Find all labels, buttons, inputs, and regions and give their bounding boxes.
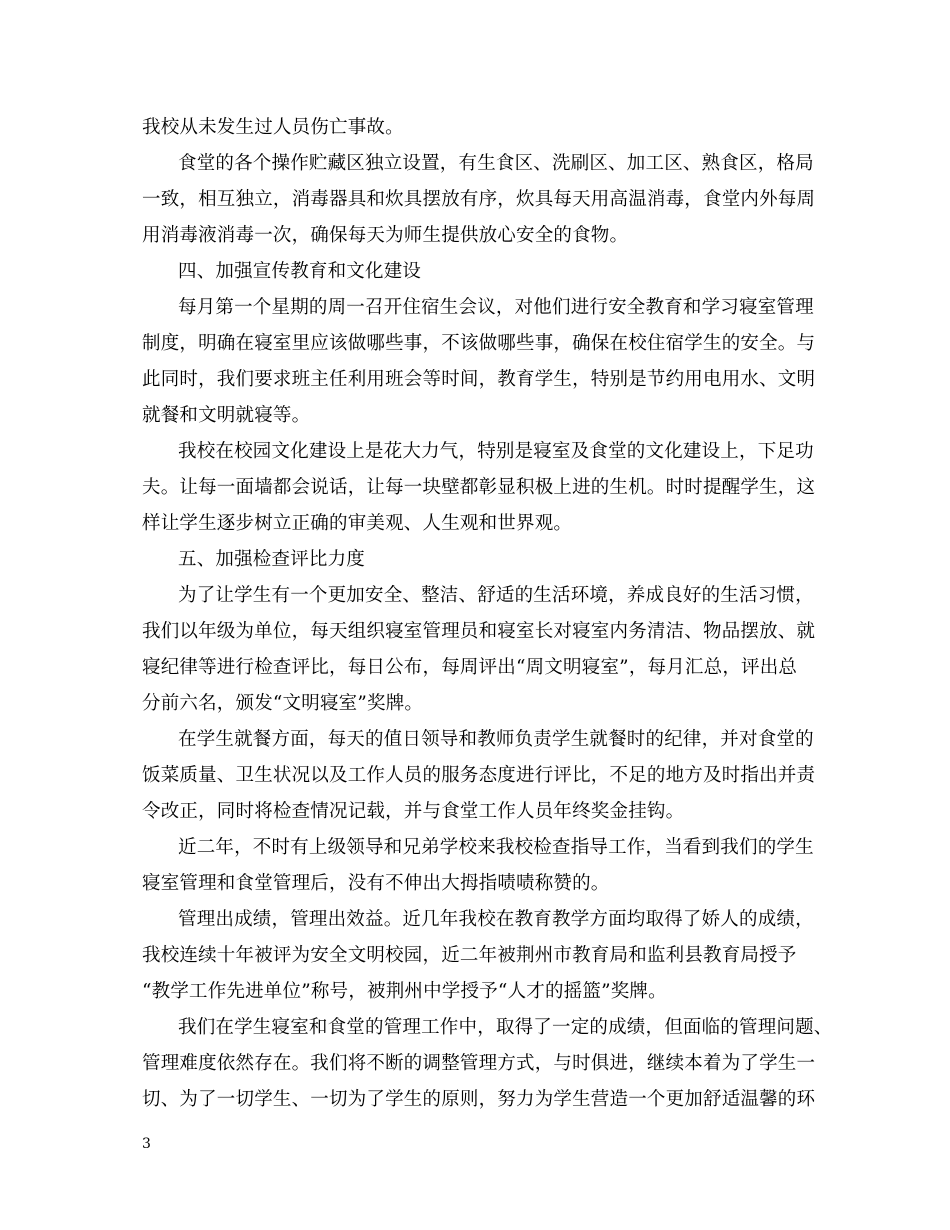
text-line: 夫。让每一面墙都会说话，让每一块壁都彰显积极上进的生机。时时提醒学生，这 (142, 477, 816, 498)
text-line: 我们在学生寝室和食堂的管理工作中，取得了一定的成绩，但面临的管理问题、 (178, 1017, 833, 1038)
text-line: 样让学生逐步树立正确的审美观、人生观和世界观。 (142, 513, 573, 534)
text-line: 每月第一个星期的周一召开住宿生会议，对他们进行安全教育和学习寝室管理 (178, 297, 814, 318)
text-line: 分前六名，颁发“文明寝室”奖牌。 (142, 693, 424, 714)
text-line: 就餐和文明就寝等。 (142, 405, 311, 426)
text-line: 寝室管理和食堂管理后，没有不伸出大拇指啧啧称赞的。 (142, 873, 610, 894)
text-line: 管理难度依然存在。我们将不断的调整管理方式，与时俱进，继续本着为了学生一 (142, 1053, 816, 1074)
text-line: 我校在校园文化建设上是花大力气，特别是寝室及食堂的文化建设上，下足功 (178, 441, 814, 462)
text-line: 令改正，同时将检查情况记载，并与食堂工作人员年终奖金挂钩。 (142, 801, 685, 822)
text-line: 近二年，不时有上级领导和兄弟学校来我校检查指导工作，当看到我们的学生 (178, 837, 814, 858)
text-line: “教学工作先进单位”称号，被荆州中学授予“人才的摇篮”奖牌。 (142, 981, 667, 1002)
text-line: 一致，相互独立，消毒器具和炊具摆放有序，炊具每天用高温消毒，食堂内外每周 (142, 189, 816, 210)
text-line: 此同时，我们要求班主任利用班会等时间，教育学生，特别是节约用电用水、文明 (142, 369, 816, 390)
text-line: 切、为了一切学生、一切为了学生的原则，努力为学生营造一个更加舒适温馨的环 (142, 1089, 816, 1110)
text-line: 饭菜质量、卫生状况以及工作人员的服务态度进行评比，不足的地方及时指出并责 (142, 765, 816, 786)
text-line: 在学生就餐方面，每天的值日领导和教师负责学生就餐时的纪律，并对食堂的 (178, 729, 814, 750)
text-line: 我校连续十年被评为安全文明校园，近二年被荆州市教育局和监利县教育局授予 (142, 945, 797, 966)
text-line: 为了让学生有一个更加安全、整洁、舒适的生活环境，养成良好的生活习惯， (178, 585, 814, 606)
text-line: 我校从未发生过人员伤亡事故。 (142, 117, 404, 138)
text-line: 用消毒液消毒一次，确保每天为师生提供放心安全的食物。 (142, 225, 629, 246)
page-number: 3 (142, 1136, 151, 1152)
text-line: 管理出成绩，管理出效益。近几年我校在教育教学方面均取得了娇人的成绩， (178, 909, 814, 930)
text-line: 制度，明确在寝室里应该做哪些事，不该做哪些事，确保在校住宿学生的安全。与 (142, 333, 816, 354)
text-line: 我们以年级为单位，每天组织寝室管理员和寝室长对寝室内务清洁、物品摆放、就 (142, 621, 816, 642)
section-heading: 五、加强检查评比力度 (178, 549, 366, 570)
text-line: 食堂的各个操作贮藏区独立设置，有生食区、洗刷区、加工区、熟食区，格局 (178, 153, 814, 174)
text-line: 寝纪律等进行检查评比，每日公布，每周评出“周文明寝室”，每月汇总，评出总 (142, 657, 798, 678)
section-heading: 四、加强宣传教育和文化建设 (178, 261, 422, 282)
